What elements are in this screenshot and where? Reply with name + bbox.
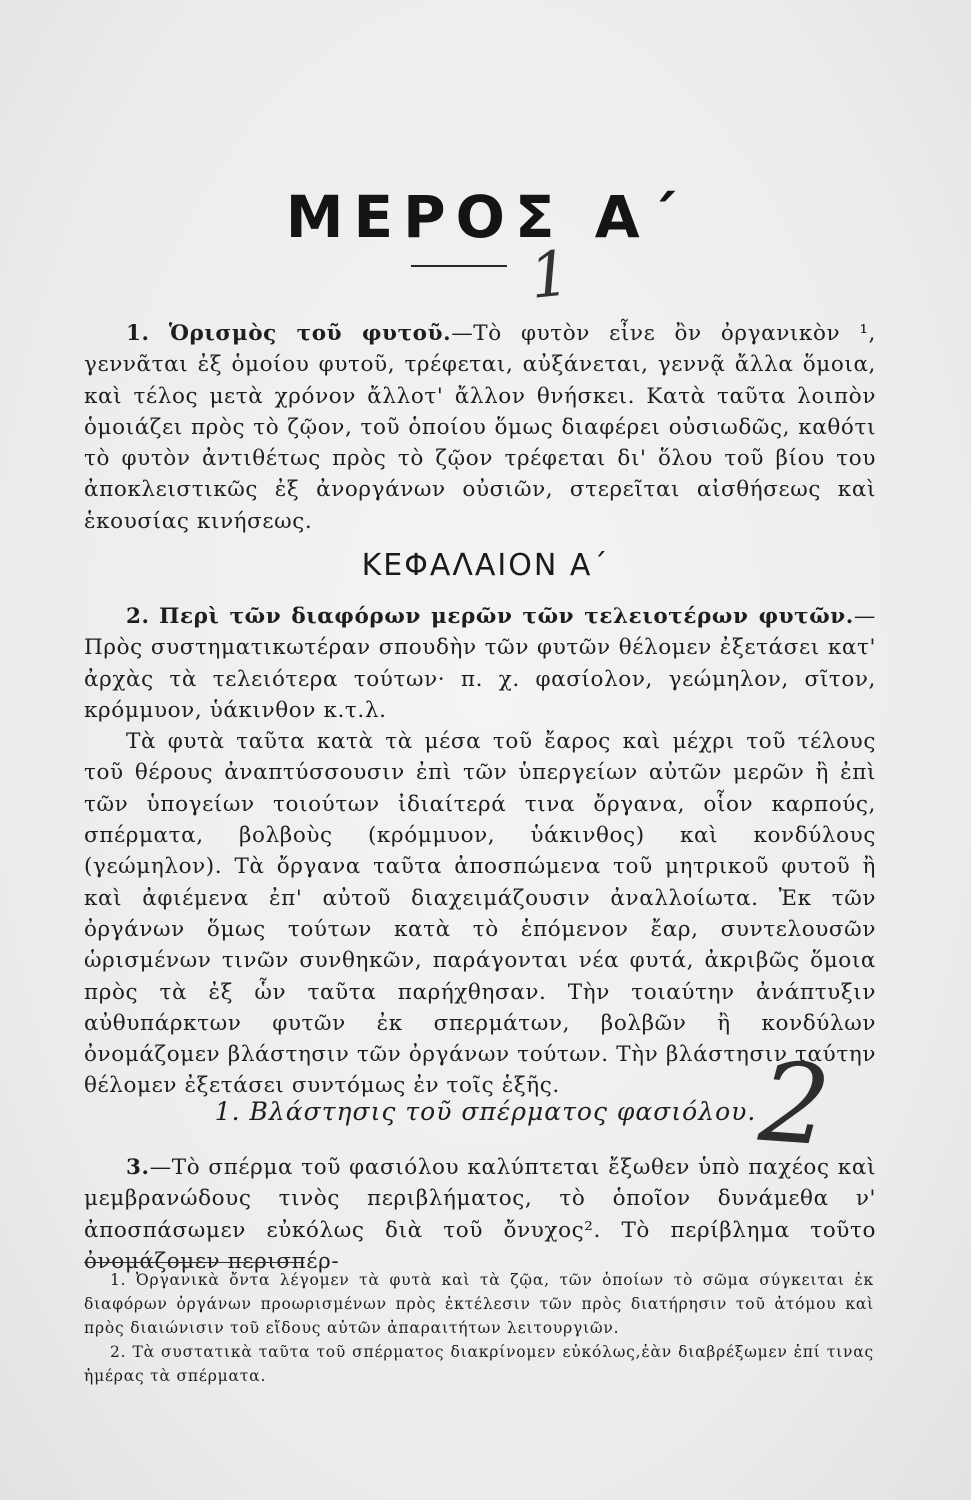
footnote-rule: [84, 1262, 304, 1263]
paragraph-3-number: 3.: [126, 1155, 150, 1180]
paragraph-2-number: 2.: [126, 604, 150, 629]
footnote-2: 2. Τὰ συστατικὰ ταῦτα τοῦ σπέρματος διακρίνομεν εὐκόλως,ἐὰν διαβρέξωμεν ἐπί τινας ἡμέρας τὰ σπέρματα.: [84, 1343, 874, 1385]
paragraph-1-text: —Τὸ φυτὸν εἶνε ὂν ὀργανικὸν ¹, γεννᾶται ἐξ ὁμοίου φυτοῦ, τρέφεται, αὐξάνεται, γεννᾷ ἄλλα ὅμοια, καὶ τέλος μετὰ χρόνον ἄλλοτ' ἄλλον θνήσκει. Κατὰ ταῦτα λοιπὸν ὁμοιάζει πρὸς τὸ ζῷον, τοῦ ὁποίου ὅμως διαφέρει οὐσιωδῶς, καθότι τὸ φυτὸν ἀντιθέτως πρὸς τὸ ζῷον τρέφεται δι' ὅλου τοῦ βίου του ἀποκλειστικῶς ἐξ ἀνοργάνων οὐσιῶν, στερεῖται αἰσθήσεως καὶ ἑκουσίας κινήσεως.: [84, 321, 876, 534]
paragraph-3-text: —Τὸ σπέρμα τοῦ φασιόλου καλύπτεται ἔξωθεν ὑπὸ παχέος καὶ μεμβρανώδους τινὸς περιβλήματος, τὸ ὁποῖον δυνάμεθα ν' ἀποσπάσωμεν εὐκόλως διὰ τοῦ ὄνυχος². Τὸ περίβλημα τοῦτο ὀνομάζομεν περισπέρ-: [84, 1155, 876, 1274]
part-title: ΜΕΡΟΣ Α΄: [285, 183, 686, 251]
handwritten-margin-mark: 2: [755, 1037, 835, 1171]
paragraph-2-text: —Πρὸς συστηματικωτέραν σπουδὴν τῶν φυτῶν θέλομεν ἐξετάσει κατ' ἀρχὰς τὰ τελειότερα τούτων· π. χ. φασίολον, γεώμηλον, σῖτον, κρόμμυον, ὑάκινθον κ.τ.λ.: [84, 604, 876, 723]
section-title: 1. Βλάστησις τοῦ σπέρματος φασιόλου.: [214, 1097, 757, 1126]
paragraph-1-heading: Ὁρισμὸς τοῦ φυτοῦ.: [168, 321, 452, 346]
title-rule: [411, 265, 507, 267]
paragraph-1: [84, 318, 876, 537]
paragraph-3: [84, 1152, 876, 1277]
paragraph-2: [84, 601, 876, 1102]
paragraph-2-continuation: Τὰ φυτὰ ταῦτα κατὰ τὰ μέσα τοῦ ἔαρος καὶ μέχρι τοῦ τέλους τοῦ θέρους ἀναπτύσσουσιν ἐπὶ τῶν ὑπεργείων αὐτῶν μερῶν ἢ ἐπὶ τῶν ὑπογείων τοιούτων ἰδιαίτερά τινα ὄργανα, οἷον καρπούς, σπέρματα, βολβοὺς (κρόμμυον, ὑάκινθος) καὶ κονδύλους (γεώμηλον). Τὰ ὄργανα ταῦτα ἀποσπώμενα τοῦ μητρικοῦ φυτοῦ ἢ καὶ ἀφιέμενα ἐπ' αὐτοῦ διαχειμάζουσιν ἀναλλοίωτα. Ἐκ τῶν ὀργάνων ὅμως τούτων κατὰ τὸ ἑπόμενον ἔαρ, συντελουσῶν ὡρισμένων τινῶν συνθηκῶν, παράγονται νέα φυτά, ἀκριβῶς ὅμοια πρὸς τὰ ἐξ ὧν ταῦτα παρήχθησαν. Τὴν τοιαύτην ἀνάπτυξιν αὐθυπάρκτων φυτῶν ἐκ σπερμάτων, βολβῶν ἢ κονδύλων ὀνομάζομεν βλάστησιν τῶν ὀργάνων τούτων. Τὴν βλάστησιν ταύτην θέλομεν ἐξετάσει συντόμως ἐν τοῖς ἑξῆς.: [84, 729, 876, 1099]
footnote-1: 1. Ὀργανικὰ ὄντα λέγομεν τὰ φυτὰ καὶ τὰ ζῷα, τῶν ὁποίων τὸ σῶμα σύγκειται ἐκ διαφόρων ὀργάνων προωρισμένων πρὸς ἐκτέλεσιν τῶν πρὸς διατήρησιν τοῦ ἀτόμου καὶ πρὸς διαιώνισιν τοῦ εἴδους αὐτῶν ἀπαραιτήτων λειτουργιῶν.: [84, 1271, 874, 1337]
chapter-title: ΚΕΦΑΛΑΙΟΝ Α΄: [361, 548, 610, 583]
paragraph-2-heading: Περὶ τῶν διαφόρων μερῶν τῶν τελειοτέρων φυτῶν.: [159, 604, 854, 629]
paragraph-1-number: 1.: [126, 321, 150, 346]
handwritten-page-number: 1: [526, 236, 574, 313]
footnotes: [84, 1268, 874, 1388]
